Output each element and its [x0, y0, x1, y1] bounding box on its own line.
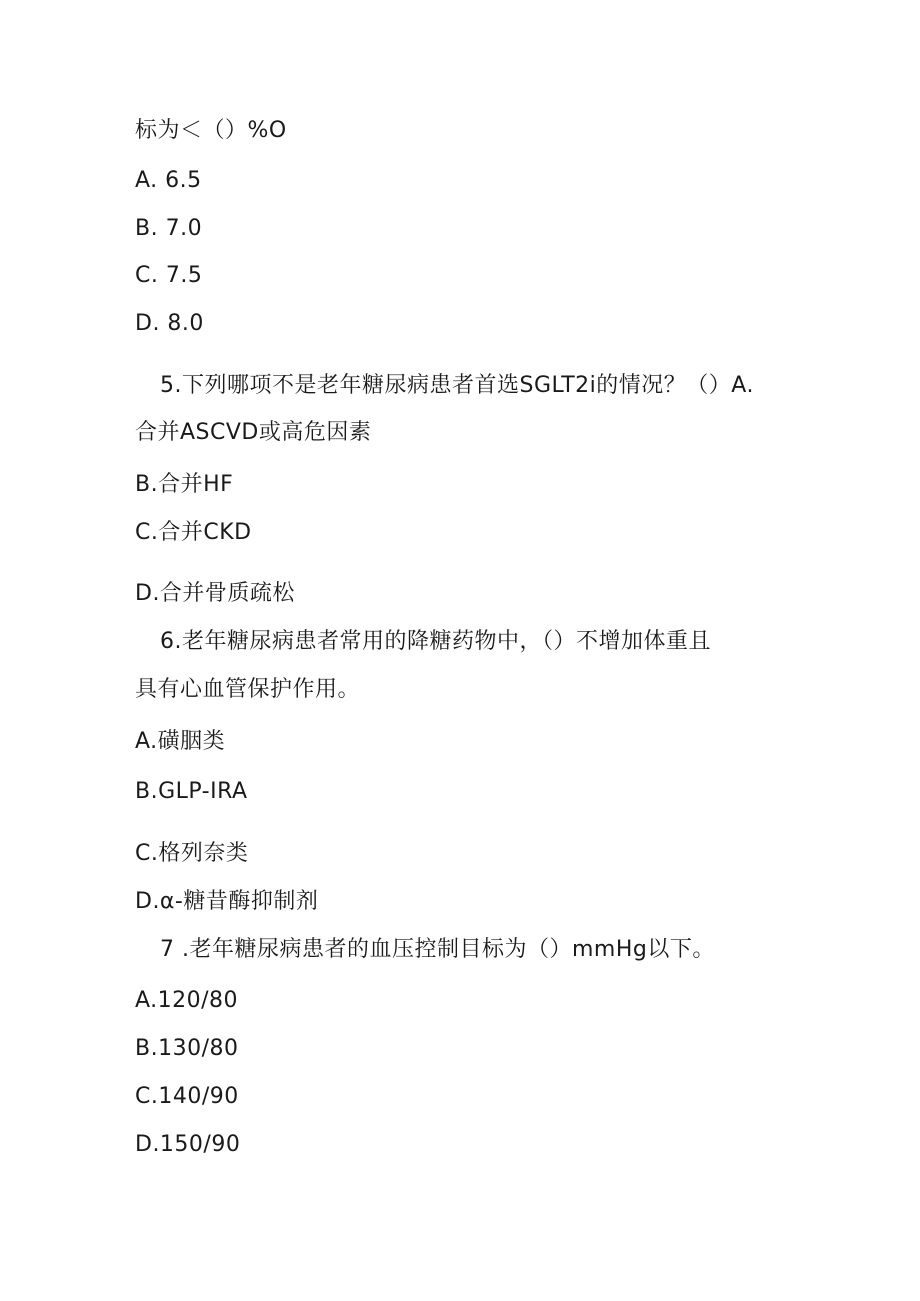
q5-stem-line2: 合并ASCVD或高危因素 [135, 420, 372, 445]
q4-stem-tail: 标为＜（）%O [135, 118, 287, 143]
q4-option-d: D. 8.0 [135, 311, 204, 336]
q4-option-c: C. 7.5 [135, 263, 203, 288]
q7-option-a: A.120/80 [135, 988, 239, 1013]
q5-option-b: B.合并HF [135, 472, 234, 497]
q7-option-d: D.150/90 [135, 1132, 241, 1157]
q6-option-c: C.格列奈类 [135, 841, 249, 866]
q7-stem: 7 .老年糖尿病患者的血压控制目标为（）mmHg以下。 [160, 937, 715, 962]
q6-option-d: D.α-糖昔酶抑制剂 [135, 889, 319, 914]
q5-option-c: C.合并CKD [135, 520, 252, 545]
q6-stem-line1: 6.老年糖尿病患者常用的降糖药物中，（）不增加体重且 [160, 629, 711, 654]
q7-option-b: B.130/80 [135, 1036, 239, 1061]
q4-option-a: A. 6.5 [135, 168, 202, 193]
q6-option-b: B.GLP-IRA [135, 779, 248, 804]
q5-option-d: D.合并骨质疏松 [135, 581, 295, 606]
q7-option-c: C.140/90 [135, 1084, 239, 1109]
q6-stem-line2: 具有心血管保护作用。 [135, 677, 361, 702]
q5-stem-line1: 5.下列哪项不是老年糖尿病患者首选SGLT2i的情况？（）A. [160, 373, 754, 398]
q6-option-a: A.磺胭类 [135, 729, 226, 754]
q4-option-b: B. 7.0 [135, 216, 203, 241]
